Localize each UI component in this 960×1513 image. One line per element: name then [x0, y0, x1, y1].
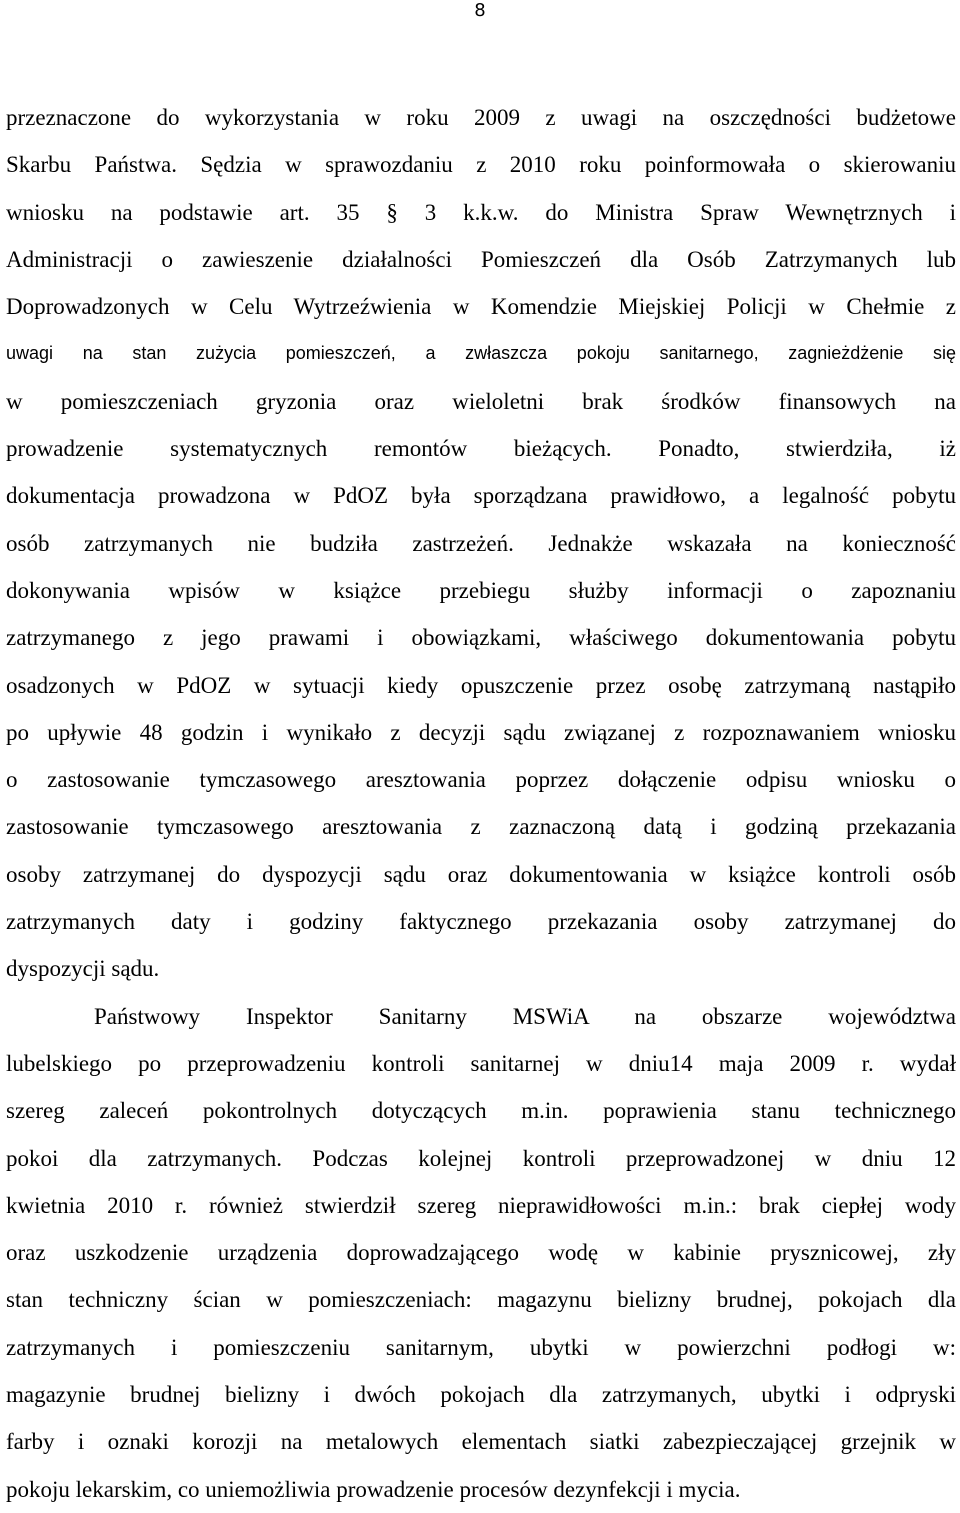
paragraph-2 — [6, 993, 956, 1513]
text-line: Skarbu Państwa. Sędzia w sprawozdaniu z 2010 roku poinformowała o skierowaniu — [6, 152, 956, 178]
page-number: 8 — [474, 0, 486, 21]
text-line: Państwowy Inspektor Sanitarny MSWiA na obszarze województwa — [94, 1003, 956, 1029]
text-line: o zastosowanie tymczasowego aresztowania poprzez dołączenie odpisu wniosku o — [6, 767, 956, 793]
text-line: oraz uszkodzenie urządzenia doprowadzającego wodę w kabinie prysznicowej, zły — [6, 1240, 956, 1266]
text-line: osób zatrzymanych nie budziła zastrzeżeń. Jednakże wskazała na konieczność — [6, 530, 956, 556]
text-line: zastosowanie tymczasowego aresztowania z zaznaczoną datą i godziną przekazania — [6, 814, 956, 840]
text-line: Doprowadzonych w Celu Wytrzeźwienia w Komendzie Miejskiej Policji w Chełmie z — [6, 294, 956, 320]
text-line: zatrzymanych i pomieszczeniu sanitarnym, ubytki w powierzchni podłogi w: — [6, 1334, 956, 1360]
text-line: szereg zaleceń pokontrolnych dotyczących m.in. poprawienia stanu technicznego — [6, 1098, 956, 1124]
text-line: w pomieszczeniach gryzonia oraz wieloletni brak środków finansowych na — [6, 388, 956, 414]
text-line: osadzonych w PdOZ w sytuacji kiedy opuszczenie przez osobę zatrzymaną nastąpiło — [6, 672, 956, 698]
text-line: uwagi na stan zużycia pomieszczeń, a zwłaszcza pokoju sanitarnego, zagnieżdżenie się — [6, 343, 956, 364]
text-line: stan techniczny ścian w pomieszczeniach: magazynu bielizny brudnej, pokojach dla — [6, 1287, 956, 1313]
text-line: Administracji o zawieszenie działalności Pomieszczeń dla Osób Zatrzymanych lub — [6, 246, 956, 272]
text-line: dokumentacja prowadzona w PdOZ była sporządzana prawidłowo, a legalność pobytu — [6, 483, 956, 509]
text-line: kwietnia 2010 r. również stwierdził szereg nieprawidłowości m.in.: brak ciepłej wody — [6, 1192, 956, 1218]
text-line: wniosku na podstawie art. 35 § 3 k.k.w. do Ministra Spraw Wewnętrznych i — [6, 199, 956, 225]
document-body — [6, 94, 956, 1513]
text-line: po upływie 48 godzin i wynikało z decyzji sądu związanej z rozpoznawaniem wniosku — [6, 719, 956, 745]
text-line: dyspozycji sądu. — [6, 956, 160, 982]
text-line: dokonywania wpisów w książce przebiegu służby informacji o zapoznaniu — [6, 577, 956, 603]
text-line: pokoju lekarskim, co uniemożliwia prowadzenie procesów dezynfekcji i mycia. — [6, 1476, 741, 1502]
text-line: magazynie brudnej bielizny i dwóch pokojach dla zatrzymanych, ubytki i odpryski — [6, 1382, 956, 1408]
text-line: pokoi dla zatrzymanych. Podczas kolejnej kontroli przeprowadzonej w dniu 12 — [6, 1145, 956, 1171]
paragraph-1 — [6, 94, 956, 993]
text-line: zatrzymanego z jego prawami i obowiązkami, właściwego dokumentowania pobytu — [6, 625, 956, 651]
text-line: prowadzenie systematycznych remontów bieżących. Ponadto, stwierdziła, iż — [6, 436, 956, 462]
text-line: lubelskiego po przeprowadzeniu kontroli sanitarnej w dniu14 maja 2009 r. wydał — [6, 1050, 956, 1076]
text-line: przeznaczone do wykorzystania w roku 2009 z uwagi na oszczędności budżetowe — [6, 105, 956, 130]
text-line: zatrzymanych daty i godziny faktycznego przekazania osoby zatrzymanej do — [6, 909, 956, 935]
text-line: farby i oznaki korozji na metalowych elementach siatki zabezpieczającej grzejnik w — [6, 1429, 956, 1455]
text-line: osoby zatrzymanej do dyspozycji sądu oraz dokumentowania w książce kontroli osób — [6, 861, 956, 887]
